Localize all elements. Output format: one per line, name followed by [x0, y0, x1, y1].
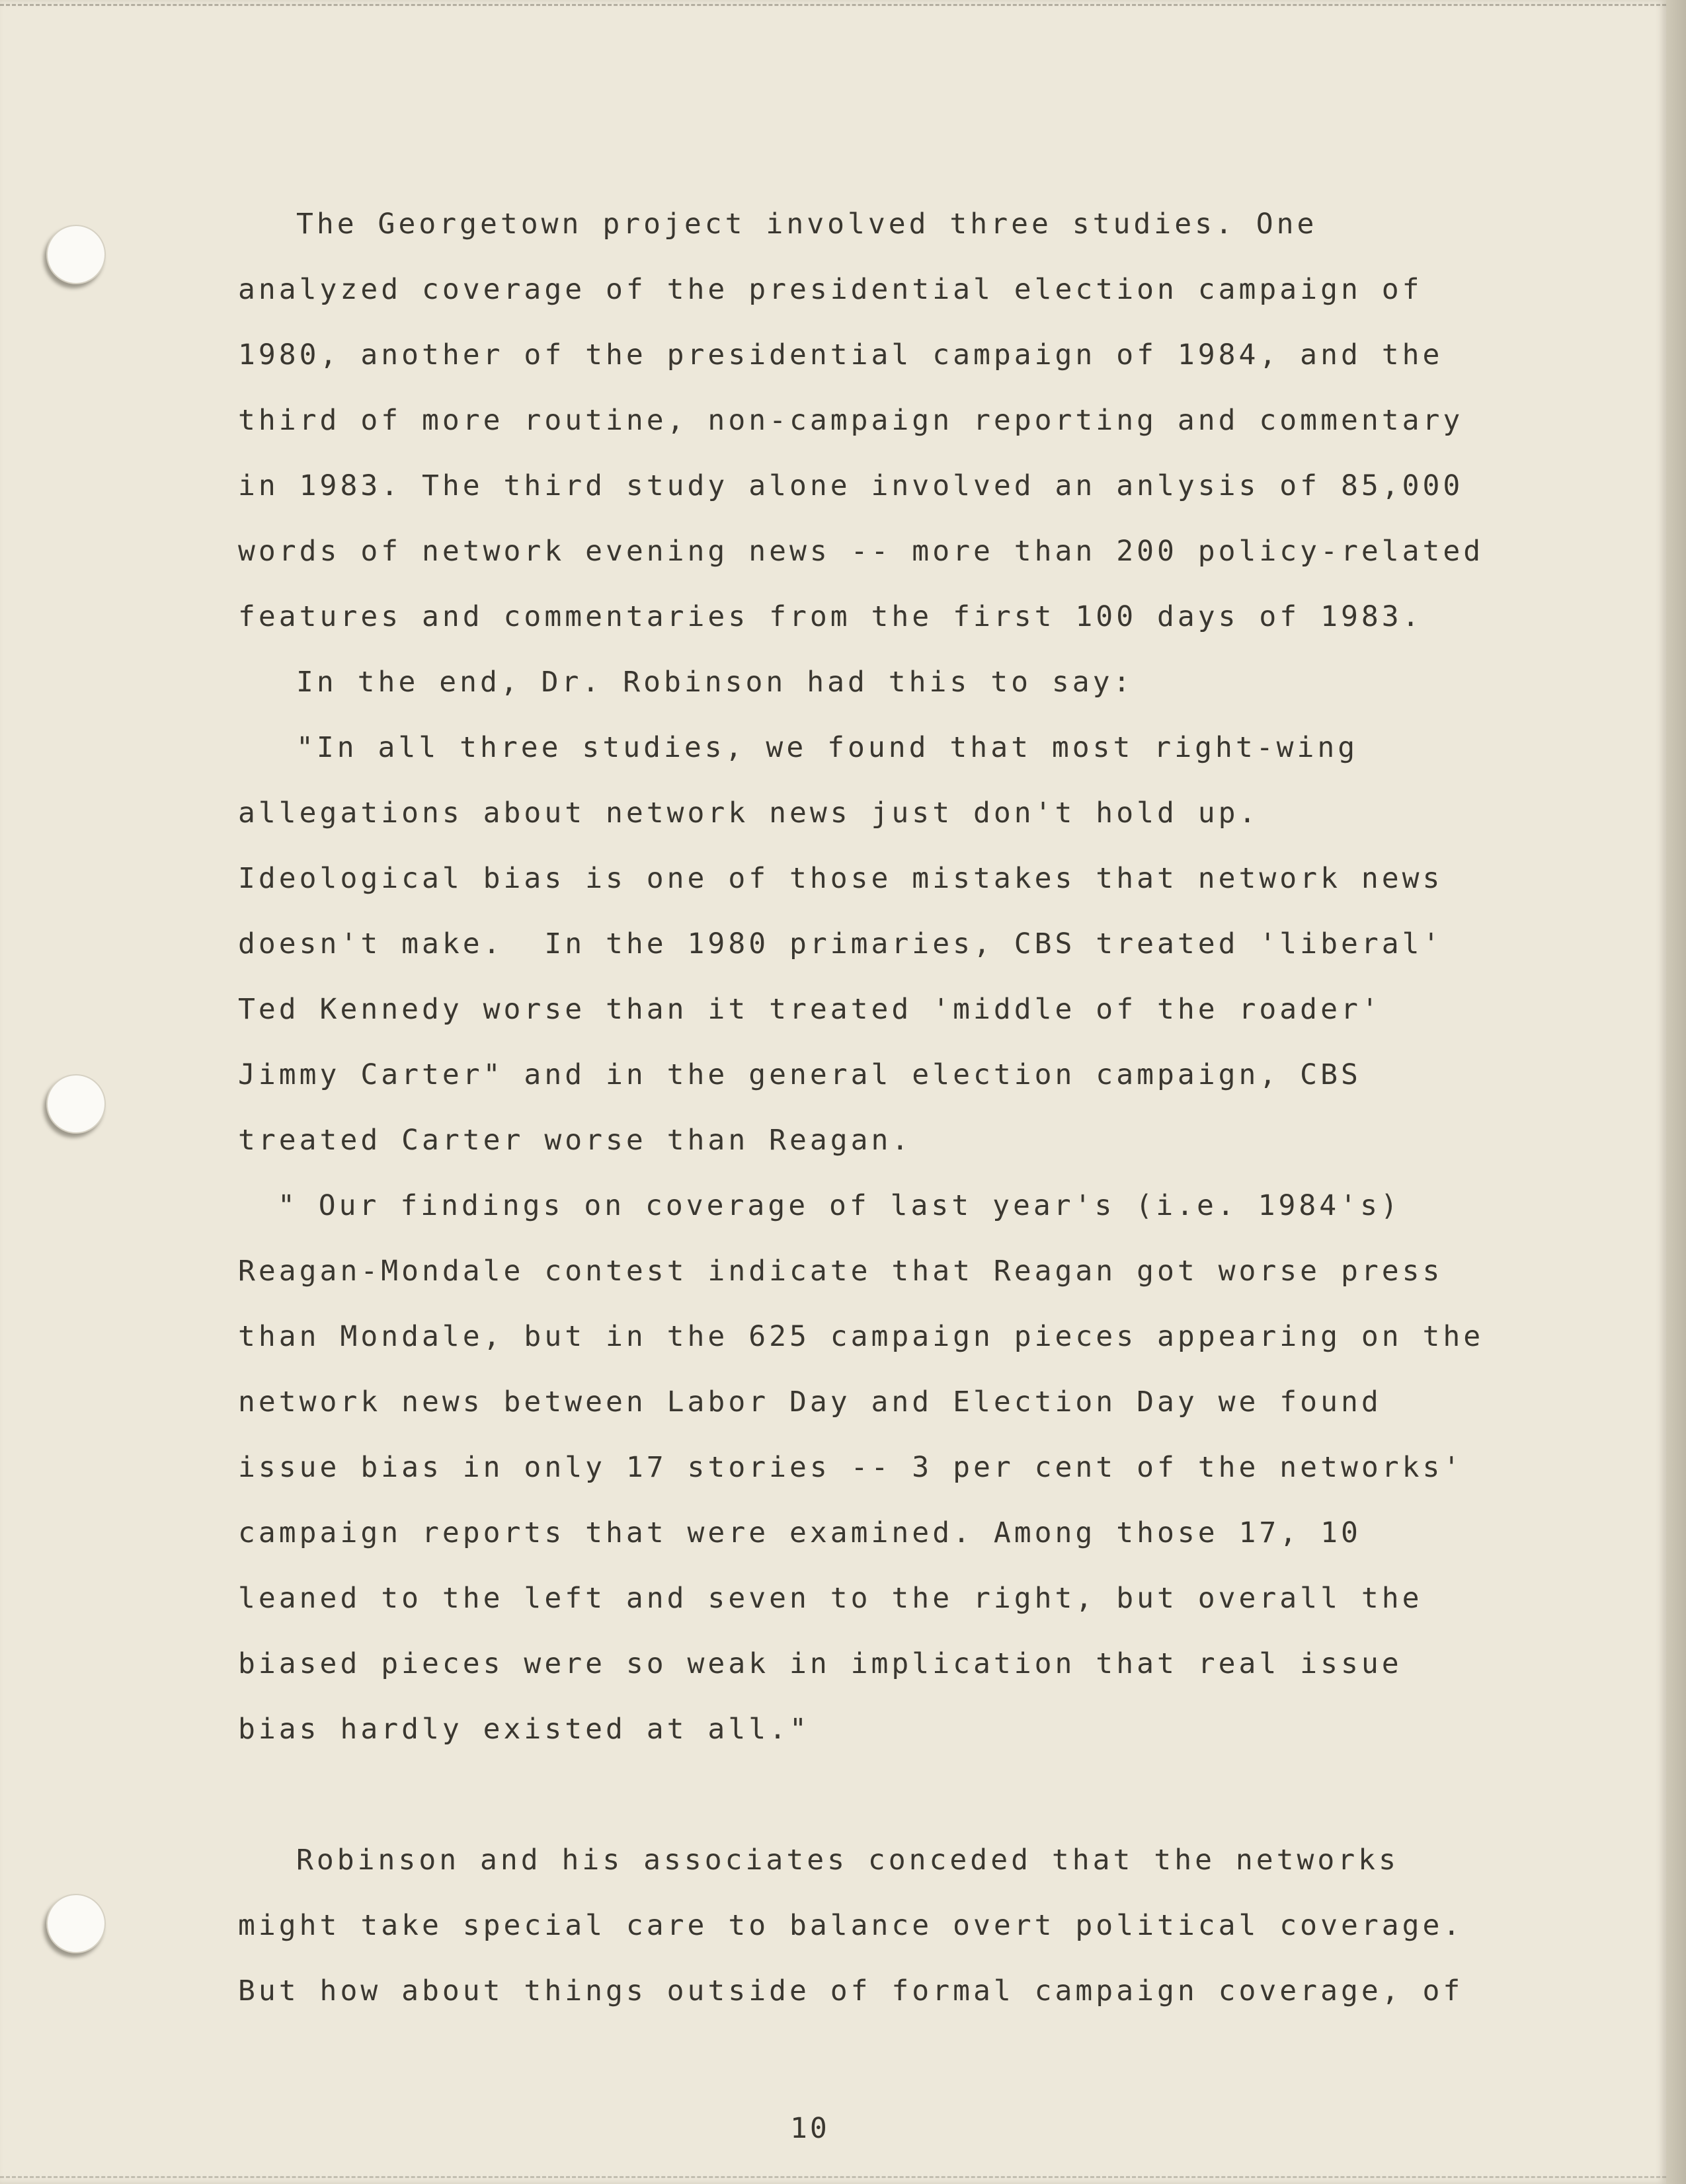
- text-line: might take special care to balance overt political coverage.: [238, 1909, 1464, 1942]
- binder-hole-middle: [46, 1074, 106, 1134]
- perforation-bottom: [0, 2176, 1666, 2178]
- text-line: doesn't make. In the 1980 primaries, CBS treated 'liberal': [238, 927, 1443, 960]
- text-line: Reagan-Mondale contest indicate that Reagan got worse press: [238, 1255, 1443, 1288]
- text-line: than Mondale, but in the 625 campaign pieces appearing on the: [238, 1320, 1484, 1353]
- text-line: third of more routine, non-campaign reporting and commentary: [238, 404, 1464, 437]
- text-line: leaned to the left and seven to the right, but overall the: [238, 1582, 1423, 1615]
- body-text: [238, 192, 1521, 2024]
- text-line: biased pieces were so weak in implication that real issue: [238, 1647, 1402, 1680]
- binder-hole-top: [46, 225, 106, 284]
- text-line: The Georgetown project involved three studies. One: [296, 208, 1318, 241]
- text-line: In the end, Dr. Robinson had this to say:: [296, 666, 1134, 699]
- binder-hole-bottom: [46, 1894, 106, 1953]
- paragraph-spacer: [238, 1762, 1521, 1828]
- text-line: " Our findings on coverage of last year's (i.e. 1984's): [278, 1189, 1401, 1222]
- text-line: Robinson and his associates conceded that the networks: [296, 1844, 1399, 1877]
- text-line: But how about things outside of formal campaign coverage, of: [238, 1974, 1464, 2008]
- paragraph-2: [238, 650, 1521, 715]
- text-line: Ideological bias is one of those mistakes that network news: [238, 862, 1443, 895]
- text-line: analyzed coverage of the presidential election campaign of: [238, 273, 1423, 306]
- paragraph-3: [238, 715, 1521, 1173]
- text-line: allegations about network news just don't hold up.: [238, 797, 1260, 830]
- text-line: "In all three studies, we found that most right-wing: [296, 731, 1359, 764]
- text-line: 1980, another of the presidential campaign of 1984, and the: [238, 338, 1443, 371]
- paragraph-1: [238, 192, 1521, 650]
- page-number: 10: [790, 2112, 830, 2145]
- paragraph-4: [238, 1173, 1521, 1762]
- text-line: treated Carter worse than Reagan.: [238, 1124, 912, 1157]
- page-edge-shadow: [1666, 0, 1686, 2184]
- text-line: features and commentaries from the first 100 days of 1983.: [238, 600, 1423, 633]
- text-line: in 1983. The third study alone involved an anlysis of 85,000: [238, 469, 1464, 502]
- text-line: bias hardly existed at all.": [238, 1713, 810, 1746]
- text-line: Ted Kennedy worse than it treated 'middle of the roader': [238, 993, 1382, 1026]
- text-line: campaign reports that were examined. Among those 17, 10: [238, 1516, 1361, 1549]
- text-line: issue bias in only 17 stories -- 3 per cent of the networks': [238, 1451, 1464, 1484]
- text-line: Jimmy Carter" and in the general election campaign, CBS: [238, 1058, 1361, 1091]
- text-line: network news between Labor Day and Election Day we found: [238, 1385, 1382, 1419]
- paragraph-5: [238, 1828, 1521, 2024]
- text-line: words of network evening news -- more than 200 policy-related: [238, 535, 1484, 568]
- perforation-top: [0, 4, 1666, 6]
